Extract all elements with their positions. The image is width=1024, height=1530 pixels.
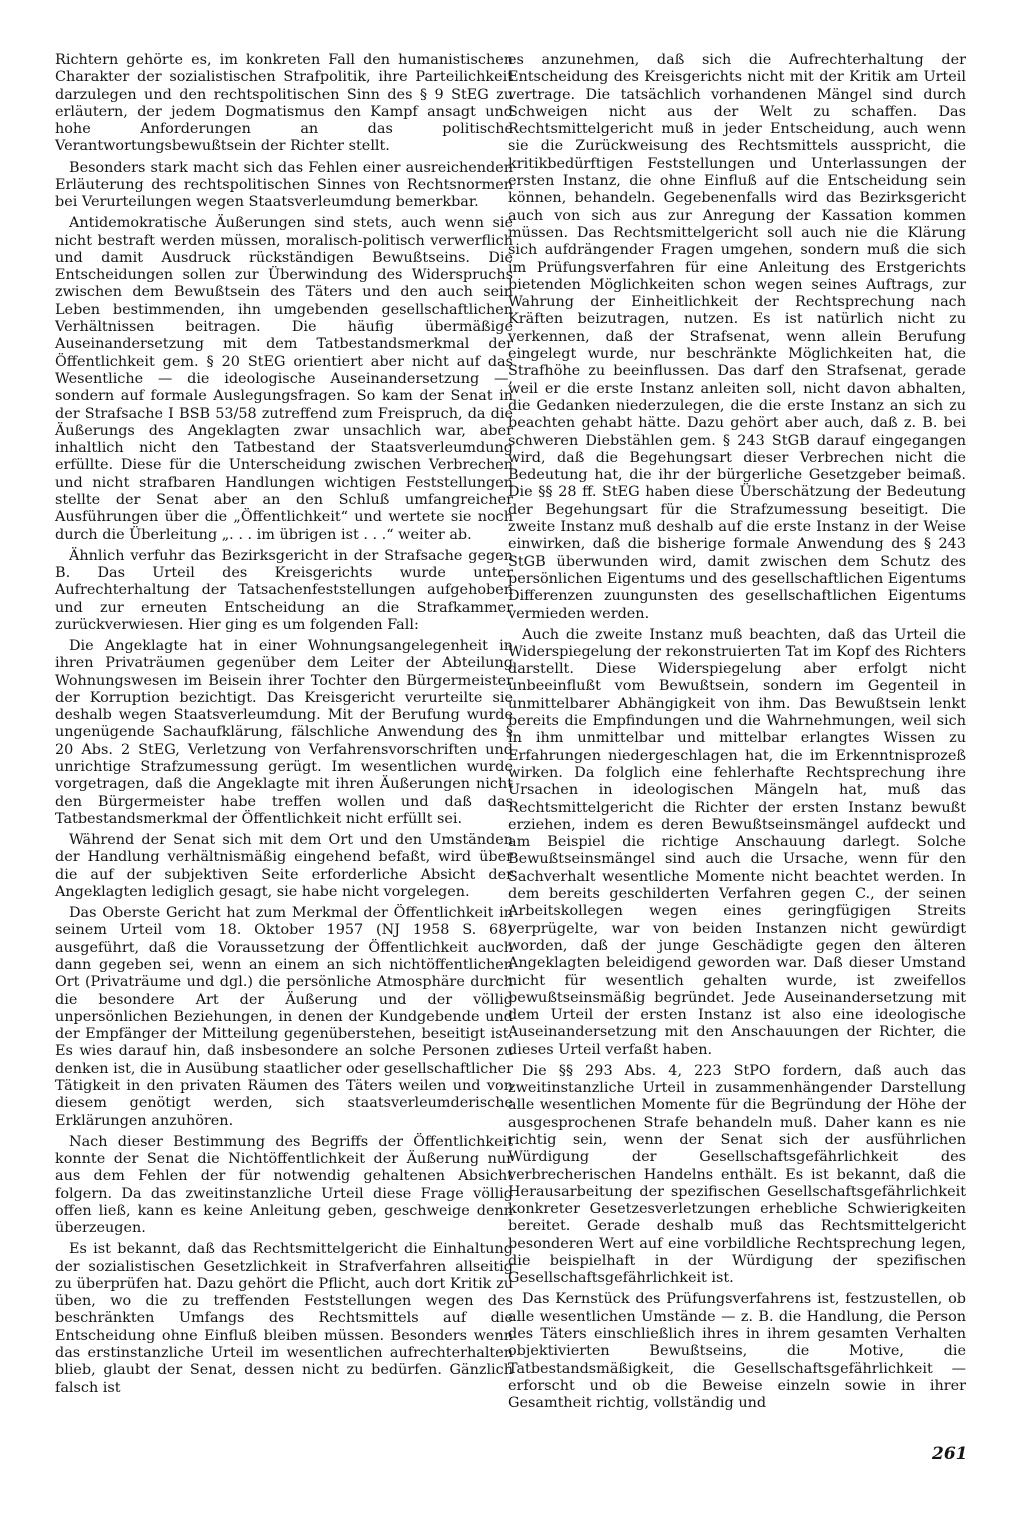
right-column: [508, 52, 966, 1416]
paragraph: Es ist bekannt, daß das Rechtsmittelgericht die Einhaltung der sozialistischen Gesetzlichkeit in Strafverfahren allseitig zu überprüfen hat. Dazu gehört die Pflicht, auch dort Kritik zu üben, wo die zu treffenden Feststellungen wegen des beschränkten Umfangs des Rechtsmittels auf die Entscheidung ohne Einfluß bleiben müssen. Besonders wenn das erstinstanzliche Urteil im wesentlichen aufrechterhalten blieb, glaubt der Senat, dessen nicht zu bedürfen. Gänzlich falsch ist: [55, 1241, 513, 1396]
paragraph: Nach dieser Bestimmung des Begriffs der Öffentlichkeit konnte der Senat die Nichtöffentlichkeit der Äußerung nur aus dem Fehlen der für notwendig gehaltenen Absicht folgern. Da das zweitinstanzliche Urteil diese Frage völlig offen ließ, kann es keine Anleitung geben, geschweige denn überzeugen.: [55, 1133, 513, 1237]
paragraph: Das Kernstück des Prüfungsverfahrens ist, festzustellen, ob alle wesentlichen Umstände — z. B. die Handlung, die Person des Täters einschließlich ihres in ihrem gesamten Verhalten objektivierten Bewußtseins, die Motive, die Tatbestandsmäßigkeit, die Gesellschaftsgefährlichkeit — erforscht und ob die Beweise einzeln sowie in ihrer Gesamtheit richtig, vollständig und: [508, 1291, 966, 1412]
paragraph: es anzunehmen, daß sich die Aufrechterhaltung der Entscheidung des Kreisgerichts nicht mit der Kritik am Urteil vertrage. Die tatsächlich vorhandenen Mängel sind durch Schweigen nicht aus der Welt zu schaffen. Das Rechtsmittelgericht muß in jeder Entscheidung, auch wenn sie die Zurückweisung des Rechtsmittels ausspricht, die kritikbedürftigen Feststellungen und Unterlassungen der ersten Instanz, die ohne Einfluß auf die Entscheidung sein können, behandeln. Gegebenenfalls wird das Bezirksgericht auch von sich aus zur Anregung der Kassation kommen müssen. Das Rechtsmittelgericht soll auch nie die Klärung sich aufdrängender Fragen umgehen, sondern muß die sich im Prüfungsverfahren für eine Anleitung des Erstgerichts bietenden Möglichkeiten schon wegen seines Auftrags, zur Wahrung der Einheitlichkeit der Rechtsprechung nach Kräften beizutragen, nutzen. Es ist natürlich nicht zu verkennen, daß der Strafsenat, wenn allein Berufung eingelegt wurde, nur beschränkte Möglichkeiten hat, die Strafhöhe zu beeinflussen. Das darf den Strafsenat, gerade weil er die erste Instanz anleiten soll, nicht davon abhalten, die Gedanken niederzulegen, die die erste Instanz an sich zu beachten gehabt hätte. Dazu gehört aber auch, daß z. B. bei schweren Diebstählen gem. § 243 StGB darauf eingegangen wird, daß die Begehungsart dieser Verbrechen nicht die Bedeutung hat, die ihr der bürgerliche Gesetzgeber beimaß. Die §§ 28 ff. StEG haben diese Überschätzung der Bedeutung der Begehungsart für die Strafzumessung beseitigt. Die zweite Instanz muß deshalb auf die erste Instanz in der Weise einwirken, daß die bisherige formale Anwendung des § 243 StGB überwunden wird, damit zwischen dem Schutz des persönlichen Eigentums und des gesellschaftlichen Eigentums Differenzen zuungunsten des gesellschaftlichen Eigentums vermieden werden.: [508, 52, 966, 622]
paragraph: Die Angeklagte hat in einer Wohnungsangelegenheit in ihren Privaträumen gegenüber dem Leiter der Abteilung Wohnungswesen im Beisein ihrer Tochter den Bürgermeister der Korruption bezichtigt. Das Kreisgericht verurteilte sie deshalb wegen Staatsverleumdung. Mit der Berufung wurde ungenügende Sachaufklärung, fälschliche Anwendung des § 20 Abs. 2 StEG, Verletzung von Verfahrensvorschriften und unrichtige Strafzumessung gerügt. Im wesentlichen wurde vorgetragen, daß die Angeklagte mit ihren Äußerungen nicht den Bürgermeister habe treffen wollen und daß das Tatbestandsmerkmal der Öffentlichkeit nicht erfüllt sei.: [55, 637, 513, 827]
paragraph: Richtern gehörte es, im konkreten Fall den humanistischen Charakter der sozialistischen Strafpolitik, ihre Parteilichkeit darzulegen und den rechtspolitischen Sinn des § 9 StEG zu erläutern, der jedem Dogmatismus den Kampf ansagt und hohe Anforderungen an das politische Verantwortungsbewußtsein der Richter stellt.: [55, 52, 513, 155]
paragraph: Besonders stark macht sich das Fehlen einer ausreichenden Erläuterung des rechtspolitischen Sinnes von Rechtsnormen bei Verurteilungen wegen Staatsverleumdung bemerkbar.: [55, 159, 513, 211]
paragraph: Die §§ 293 Abs. 4, 223 StPO fordern, daß auch das zweitinstanzliche Urteil in zusammenhängender Darstellung alle wesentlichen Momente für die Begründung der Höhe der ausgesprochenen Strafe behandeln muß. Daher kann es nie richtig sein, wenn der Senat sich der ausführlichen Würdigung der Gesellschaftsgefährlichkeit des verbrecherischen Handelns enthält. Es ist bekannt, daß die Herausarbeitung der spezifischen Gesellschaftsgefährlichkeit konkreter Gesetzesverletzungen erhebliche Schwierigkeiten bereitet. Gerade deshalb muß das Rechtsmittelgericht besonderen Wert auf eine vorbildliche Rechtsprechung legen, die beispielhaft in der Würdigung der spezifischen Gesellschaftsgefährlichkeit ist.: [508, 1062, 966, 1287]
paragraph: Ähnlich verfuhr das Bezirksgericht in der Strafsache gegen B. Das Urteil des Kreisgerichts wurde unter Aufrechterhaltung der Tatsachenfeststellungen aufgehoben und zur erneuten Entscheidung an die Strafkammer zurückverwiesen. Hier ging es um folgenden Fall:: [55, 547, 513, 633]
paragraph: Auch die zweite Instanz muß beachten, daß das Urteil die Widerspiegelung der rekonstruierten Tat im Kopf des Richters darstellt. Diese Widerspiegelung aber erfolgt nicht unbeeinflußt vom Bewußtsein, sondern im Gegenteil in unmittelbarer Abhängigkeit von ihm. Das Bewußtsein lenkt bereits die Empfindungen und die Wahrnehmungen, weil sich in ihm unmittelbar und mittelbar erlangtes Wissen zu Erfahrungen niedergeschlagen hat, die im Erkenntnisprozeß wirken. Da folglich eine fehlerhafte Rechtsprechung ihre Ursachen in ideologischen Mängeln hat, muß das Rechtsmittelgericht die Richter der ersten Instanz bewußt erziehen, indem es deren Bewußtseinsmängel aufdeckt und am Beispiel die richtige Anschauung darlegt. Solche Bewußtseinsmängel sind auch die Ursache, wenn für den Sachverhalt wesentliche Momente nicht beachtet werden. In dem bereits geschilderten Verfahren gegen C., der seinen Arbeitskollegen wegen eines geringfügigen Streits verprügelte, war von beiden Instanzen nicht gewürdigt worden, daß der junge Geschädigte gegen den älteren Angeklagten beleidigend geworden war. Daß dieser Umstand nicht für wesentlich gehalten wurde, ist zweifellos bewußtseinsmäßig begründet. Jede Auseinandersetzung mit dem Urteil der ersten Instanz ist also eine ideologische Auseinandersetzung mit den Anschauungen der Richter, die dieses Urteil verfaßt haben.: [508, 626, 966, 1058]
paragraph: Während der Senat sich mit dem Ort und den Umständen der Handlung verhältnismäßig eingehend befaßt, wird über die auf der subjektiven Seite erforderliche Absicht der Angeklagten lediglich gesagt, sie habe nicht vorgelegen.: [55, 832, 513, 900]
left-column: [55, 52, 513, 1401]
paragraph: Antidemokratische Äußerungen sind stets, auch wenn sie nicht bestraft werden müssen, moralisch-politisch verwerflich und damit Ausdruck rückständigen Bewußtseins. Die Entscheidungen sollen zur Überwindung des Widerspruchs zwischen dem Bewußtsein des Täters und den auch sein Leben bestimmenden, ihn umgebenden gesellschaftlichen Verhältnissen beitragen. Die häufig übermäßige Auseinandersetzung mit dem Tatbestandsmerkmal der Öffentlichkeit gem. § 20 StEG orientiert aber nicht auf das Wesentliche — die ideologische Auseinandersetzung —, sondern auf formale Auslegungsfragen. So kam der Senat in der Strafsache I BSB 53/58 zutreffend zum Freispruch, da die Äußerungs des Angeklagten zwar unsachlich war, aber inhaltlich nicht den Tatbestand der Staatsverleumdung erfüllte. Diese für die Unterscheidung zwischen Verbrechen und nicht strafbaren Handlungen wichtigen Feststellungen stellte der Senat aber an den Schluß umfangreicher Ausführungen über die „Öffentlichkeit“ und wertete sie noch durch die Überleitung „. . . im übrigen ist . . .“ weiter ab.: [55, 215, 513, 543]
paragraph: Das Oberste Gericht hat zum Merkmal der Öffentlichkeit in seinem Urteil vom 18. Oktober 1957 (NJ 1958 S. 68) ausgeführt, daß die Voraussetzung der Öffentlichkeit auch dann gegeben sei, wenn an einem an sich nichtöffentlichen Ort (Privaträume und dgl.) die persönliche Atmosphäre durch die besondere Art der Äußerung und der völlig unpersönlichen Beziehungen, in denen der Kundgebende und der Empfänger der Mitteilung gegenüberstehen, beseitigt ist. Es wies darauf hin, daß insbesondere an solche Personen zu denken ist, die in Ausübung staatlicher oder gesellschaftlicher Tätigkeit in den privaten Räumen des Täters weilen und von diesem genötigt werden, sich staatsverleumderische Erklärungen anzuhören.: [55, 905, 513, 1129]
page-number: 261: [932, 1444, 968, 1464]
